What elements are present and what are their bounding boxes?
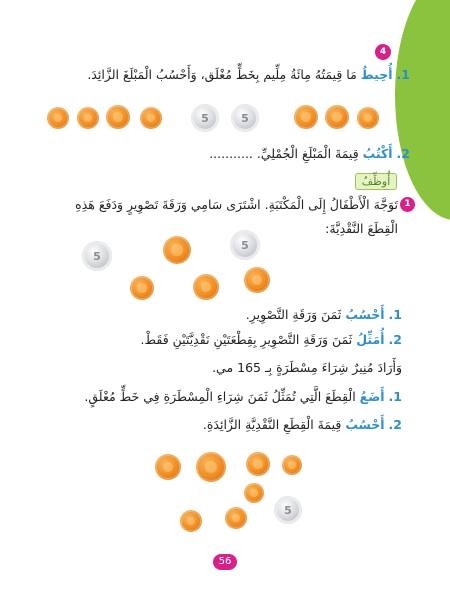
problem-line-1: تَوَجَّهَ الْأَطْفَالُ إِلَى الْمَكْتَبَةِ. اشْتَرَى سَامِي وَرَقَةَ تَصْوِيرٍ وَدَفَعَ هَذِهِ (75, 197, 398, 212)
question-1-text: مَا قِيمَتُهُ مِائَةُ مِلِّيم بِخَطٍّ مُغْلَق، وَأَحْسُبُ الْمَبْلَغَ الزَّائِدَ. (87, 67, 361, 82)
question-2-number: 2. (396, 146, 410, 161)
problem-number-badge: 1 (400, 197, 415, 212)
page-number: 56 (213, 554, 237, 570)
coin-gold (294, 105, 318, 129)
problem-question-1 (246, 307, 402, 322)
coin-gold (77, 107, 99, 129)
coin-gold (246, 452, 270, 476)
problem-question-1-number: 1. (388, 307, 402, 322)
question-2 (209, 146, 410, 161)
question-1-verb: أُحِيطُ (360, 67, 393, 82)
coin-gold (357, 107, 379, 129)
munir-question-1-number: 1. (388, 389, 402, 404)
problem-question-1-text: ثَمَنَ وَرَقَةِ التَّصْوِيرِ. (245, 307, 346, 322)
section-label-apply: أُوظِّفُ (355, 173, 397, 190)
coin-gold (130, 276, 154, 300)
munir-question-2 (203, 417, 402, 432)
coin-silver (82, 241, 112, 271)
coin-gold (244, 267, 270, 293)
question-2-text: قِيمَةَ الْمَبْلَغِ الْجُمْلِيِّ. ........... (209, 146, 363, 161)
munir-question-1 (84, 389, 402, 404)
munir-question-1-text: الْقِطَعَ الَّتِي تُمَثِّلُ ثَمَنَ شِرَاءِ الْمِسْطَرَةِ فِي خَطٍّ مُغْلَقٍ. (84, 389, 360, 404)
coin-gold (106, 105, 130, 129)
coin-gold (193, 274, 219, 300)
coin-gold (225, 507, 247, 529)
coin-silver (231, 104, 259, 132)
problem-question-2-text: ثَمَنَ وَرَقَةِ التَّصْوِيرِ بِقِطْعَتَيْنِ نَقْدِيَّتَيْنِ فَقَطْ. (140, 332, 357, 347)
problem-line-2: الْقِطَعَ النَّقْدِيَّةَ: (325, 221, 398, 236)
problem-question-2-number: 2. (388, 332, 402, 347)
coin-silver (274, 496, 302, 524)
munir-question-2-text: قِيمَةَ الْقِطَعِ النَّقْدِيَّةِ الزَّائِدَةِ. (202, 417, 346, 432)
munir-statement: وَأَرَادَ مُنِيرٌ شِرَاءَ مِسْطَرَةٍ بِـ 165 مي. (212, 360, 402, 375)
question-1-number: 1. (396, 67, 410, 82)
coin-silver (191, 104, 219, 132)
question-2-verb: أَكْتُبُ (362, 146, 393, 161)
coin-gold (244, 483, 264, 503)
coin-gold (282, 455, 302, 475)
munir-question-1-verb: أَضَعُ (359, 389, 385, 404)
munir-question-2-verb: أَحْسُبُ (345, 417, 385, 432)
green-margin-tab (395, 0, 450, 220)
coin-gold (196, 452, 226, 482)
exercise-number-badge: 4 (375, 44, 391, 60)
coin-silver (230, 230, 260, 260)
question-1 (87, 67, 410, 82)
coin-gold (325, 105, 349, 129)
problem-question-2-verb: أُمَثِّلُ (356, 332, 385, 347)
problem-question-1-verb: أَحْسُبُ (345, 307, 385, 322)
problem-question-2 (141, 332, 402, 347)
munir-question-2-number: 2. (388, 417, 402, 432)
coin-gold (163, 236, 191, 264)
coin-gold (47, 107, 69, 129)
coin-gold (180, 510, 202, 532)
coin-gold (140, 107, 162, 129)
coin-gold (155, 454, 181, 480)
